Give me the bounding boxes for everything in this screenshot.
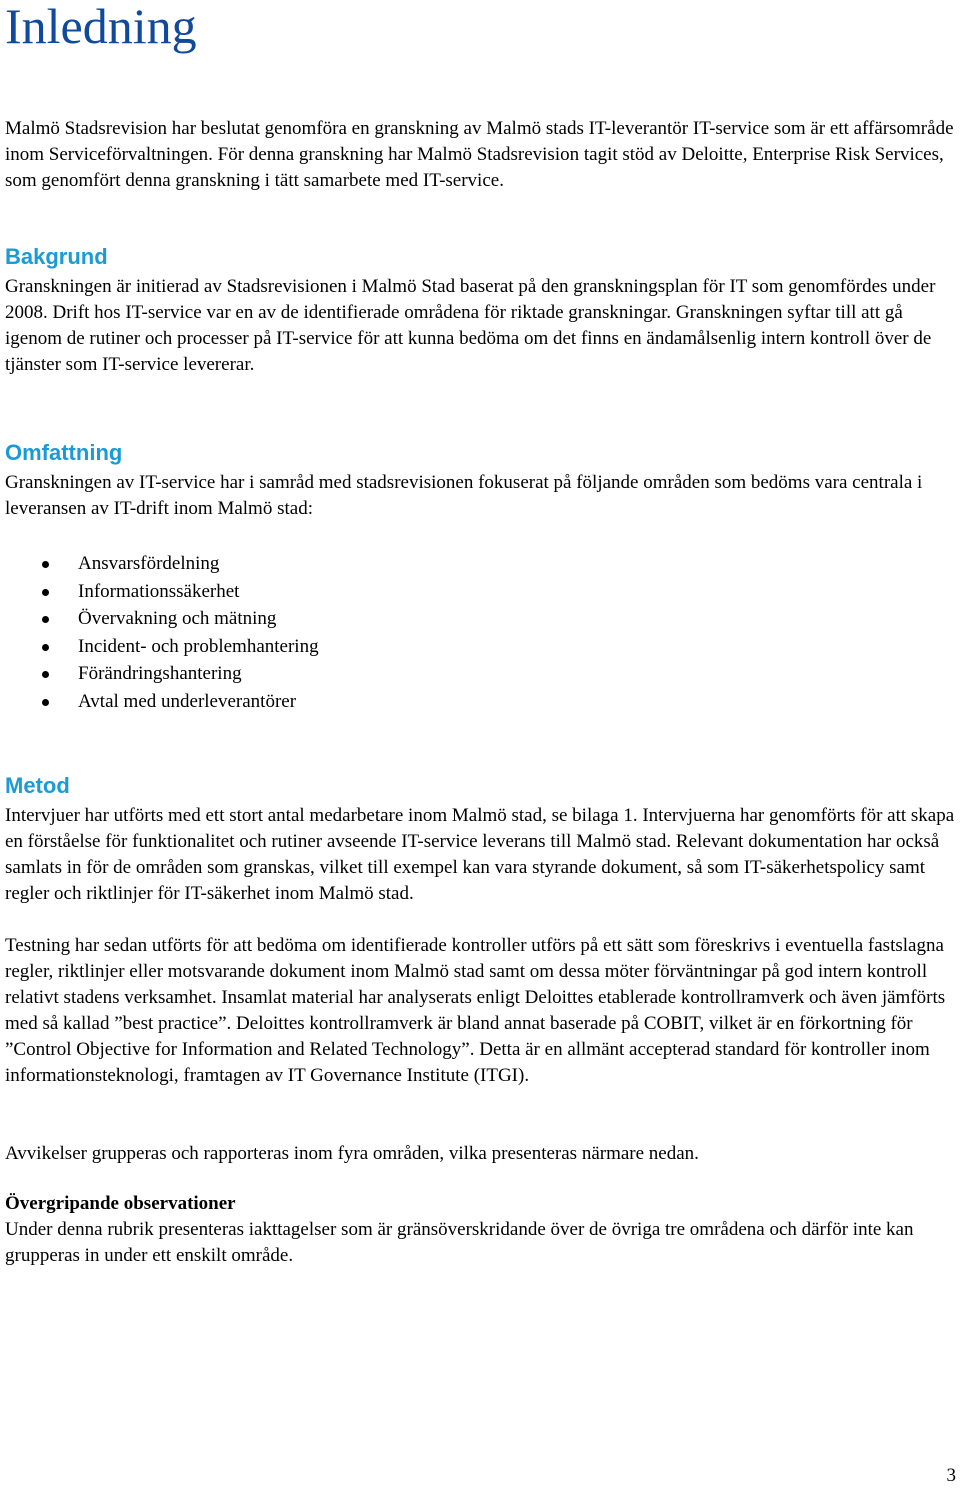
bullet-icon: [42, 561, 49, 568]
metod-paragraph-1: Intervjuer har utförts med ett stort antal medarbetare inom Malmö stad, se bilaga 1. Intervjuerna har genomförts för att skapa en förståelse för funktionalitet och rutiner avseende IT-service leverans till Malmö stad. Relevant dokumentation har också samlats in för de områden som granskas, vilket till exempel kan vara styrande dokument, så som IT-säkerhetspolicy samt regler och riktlinjer för IT-säkerhet inom Malmö stad.: [5, 805, 955, 904]
omfattning-heading: Omfattning: [5, 440, 123, 465]
overgripande-paragraph: Under denna rubrik presenteras iakttagelser som är gränsöverskridande över de övriga tre områdena och därför inte kan grupperas in under ett enskilt område.: [5, 1219, 914, 1266]
page-title: Inledning: [5, 0, 197, 54]
list-item-label: Övervakning och mätning: [78, 608, 277, 629]
bullet-icon: [42, 644, 49, 651]
list-item-label: Förändringshantering: [78, 663, 242, 684]
metod-paragraph-2: Testning har sedan utförts för att bedöma om identifierade kontroller utförs på ett sätt som föreskrivs i eventuella fastslagna regler, riktlinjer eller motsvarande dokument inom Malmö stad samt om dessa möter förväntningar på god intern kontroll relativt stadens verksamhet. Insamlat material har analyserats enligt Deloittes etablerade kontrollramverk och även jämförts med så kallad ”best practice”. Deloittes kontrollramverk är bland annat baserade på COBIT, vilket är en förkortning för ”Control Objective for Information and Related Technology”. Detta är en allmänt accepterad standard för kontroller inom informationsteknologi, framtagen av IT Governance Institute (ITGI).: [5, 935, 946, 1086]
list-item: [5, 660, 957, 688]
document-page: [5, 0, 957, 1269]
intro-paragraph: Malmö Stadsrevision har beslutat genomföra en granskning av Malmö stads IT-leverantör IT-service som är ett affärsområde inom Serviceförvaltningen. För denna granskning har Malmö Stadsrevision tagit stöd av Deloitte, Enterprise Risk Services, som genomfört denna granskning i tätt samarbete med IT-service.: [5, 118, 954, 191]
bullet-icon: [42, 589, 49, 596]
list-item-label: Ansvarsfördelning: [78, 553, 220, 574]
metod-paragraph-3: Avvikelser grupperas och rapporteras inom fyra områden, vilka presenteras närmare nedan.: [5, 1143, 699, 1164]
list-item-label: Informationssäkerhet: [78, 580, 240, 602]
list-item: [5, 688, 957, 716]
list-item-label: Avtal med underleverantörer: [78, 690, 297, 712]
overgripande-heading: Övergripande observationer: [5, 1193, 236, 1214]
list-item-label: Incident- och problemhantering: [78, 635, 319, 657]
list-item: [5, 578, 957, 606]
list-item: [5, 550, 957, 578]
bakgrund-heading: Bakgrund: [5, 244, 108, 269]
omfattning-list: [5, 550, 957, 715]
omfattning-paragraph: Granskningen av IT-service har i samråd med stadsrevisionen fokuserat på följande områden som bedöms vara centrala i leveransen av IT-drift inom Malmö stad:: [5, 472, 923, 519]
bullet-icon: [42, 699, 49, 706]
bullet-icon: [42, 616, 49, 623]
bakgrund-paragraph: Granskningen är initierad av Stadsrevisionen i Malmö Stad baserat på den granskningsplan för IT som genomfördes under 2008. Drift hos IT-service var en av de identifierade områdena för riktade granskningar. Granskningen syftar till att gå igenom de rutiner och processer på IT-service för att kunna bedöma om det finns en ändamålsenlig intern kontroll över de tjänster som IT-service levererar.: [5, 276, 936, 375]
list-item: [5, 633, 957, 661]
list-item: [5, 605, 957, 633]
bullet-icon: [42, 671, 49, 678]
page-number: 3: [946, 1465, 956, 1486]
metod-heading: Metod: [5, 773, 70, 798]
